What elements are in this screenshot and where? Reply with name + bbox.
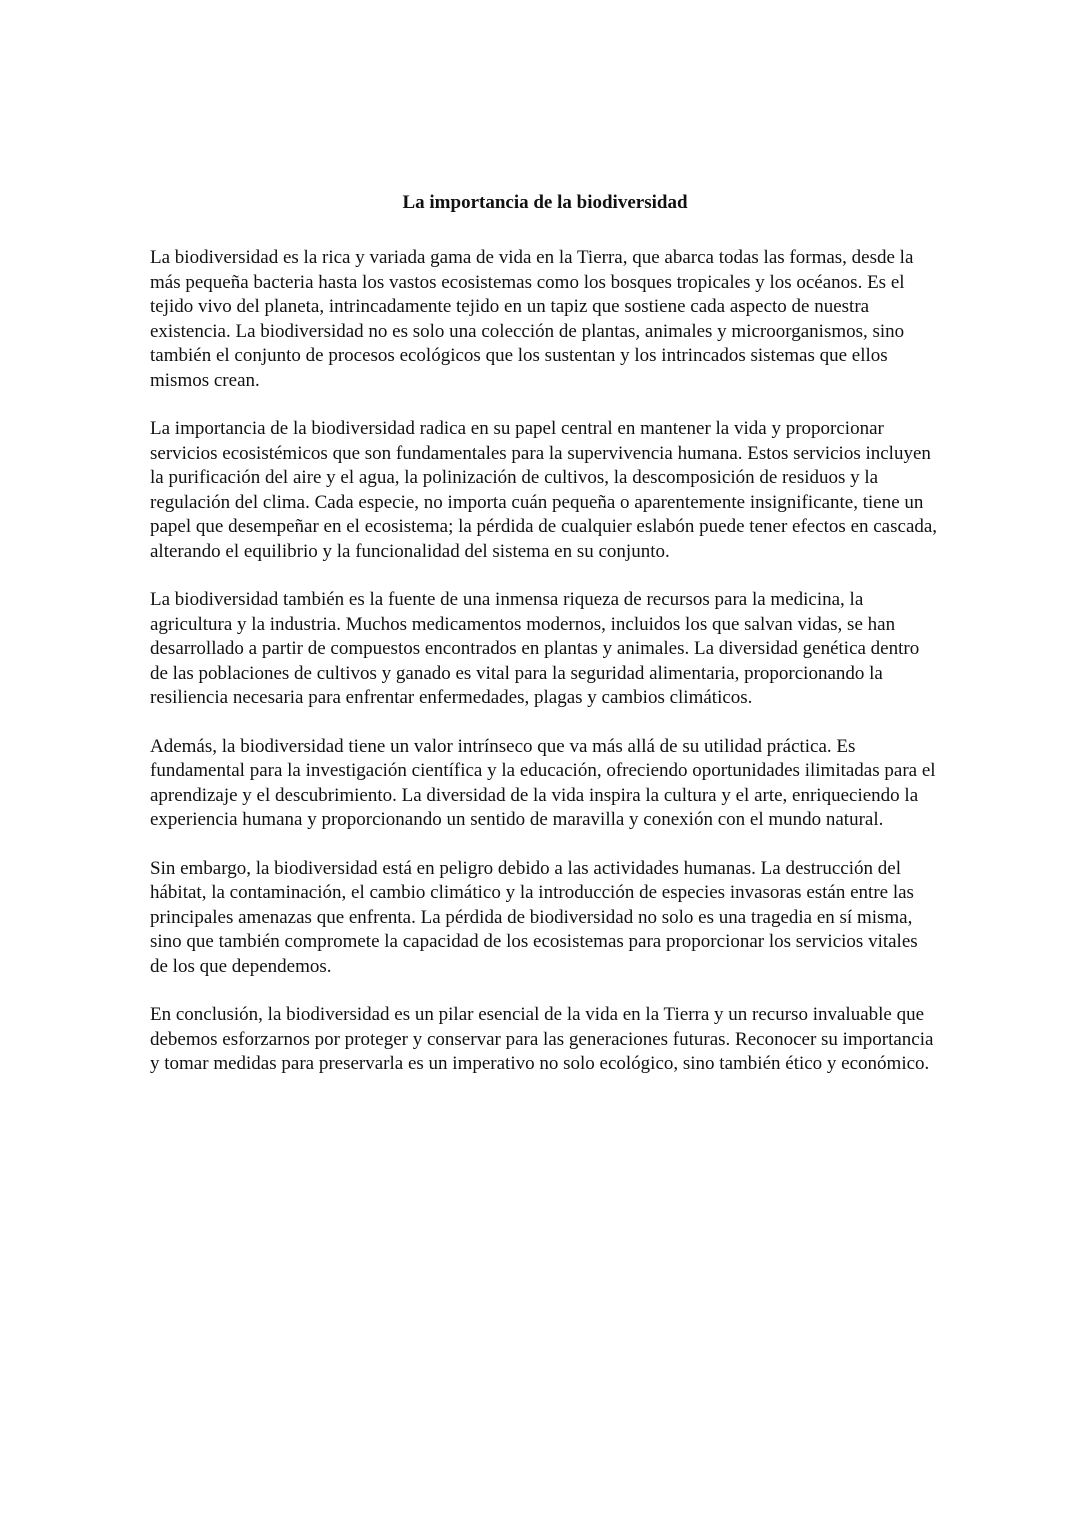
paragraph-importance: La importancia de la biodiversidad radica en su papel central en mantener la vida y proporcionar servicios ecosistémicos que son fundamentales para la supervivencia humana. Estos servicios incluyen la purificación del aire y el agua, la polinización de cultivos, la descomposición de residuos y la regulación del clima. Cada especie, no importa cuán pequeña o aparentemente insignificante, tiene un papel que desempeñar en el ecosistema; la pérdida de cualquier eslabón puede tener efectos en cascada, alterando el equilibrio y la funcionalidad del sistema en su conjunto. <box>150 418 938 562</box>
document-title: La importancia de la biodiversidad <box>402 192 688 213</box>
paragraph-conclusion: En conclusión, la biodiversidad es un pilar esencial de la vida en la Tierra y un recurso invaluable que debemos esforzarnos por proteger y conservar para las generaciones futuras. Reconocer su importancia y tomar medidas para preservarla es un imperativo no solo ecológico, sino también ético y económico. <box>150 1004 934 1074</box>
paragraph-threats: Sin embargo, la biodiversidad está en peligro debido a las actividades humanas. La destrucción del hábitat, la contaminación, el cambio climático y la introducción de especies invasoras están entre las principales amenazas que enfrenta. La pérdida de biodiversidad no solo es una tragedia en sí misma, sino que también compromete la capacidad de los ecosistemas para proporcionar los servicios vitales de los que dependemos. <box>150 857 918 977</box>
paragraph-definition: La biodiversidad es la rica y variada gama de vida en la Tierra, que abarca todas las formas, desde la más pequeña bacteria hasta los vastos ecosistemas como los bosques tropicales y los océanos. Es el tejido vivo del planeta, intrincadamente tejido en un tapiz que sostiene cada aspecto de nuestra existencia. La biodiversidad no es solo una colección de plantas, animales y microorganismos, sino también el conjunto de procesos ecológicos que los sustentan y los intrincados sistemas que ellos mismos crean. <box>150 247 914 391</box>
paragraph-intrinsic-value: Además, la biodiversidad tiene un valor intrínseco que va más allá de su utilidad práctica. Es fundamental para la investigación científica y la educación, ofreciendo oportunidades ilimitadas para el aprendizaje y el descubrimiento. La diversidad de la vida inspira la cultura y el arte, enriqueciendo la experiencia humana y proporcionando un sentido de maravilla y conexión con el mundo natural. <box>150 735 936 830</box>
document-body <box>150 190 940 1101</box>
paragraph-resources: La biodiversidad también es la fuente de una inmensa riqueza de recursos para la medicina, la agricultura y la industria. Muchos medicamentos modernos, incluidos los que salvan vidas, se han desarrollado a partir de compuestos encontrados en plantas y animales. La diversidad genética dentro de las poblaciones de cultivos y ganado es vital para la seguridad alimentaria, proporcionando la resiliencia necesaria para enfrentar enfermedades, plagas y cambios climáticos. <box>150 589 920 708</box>
